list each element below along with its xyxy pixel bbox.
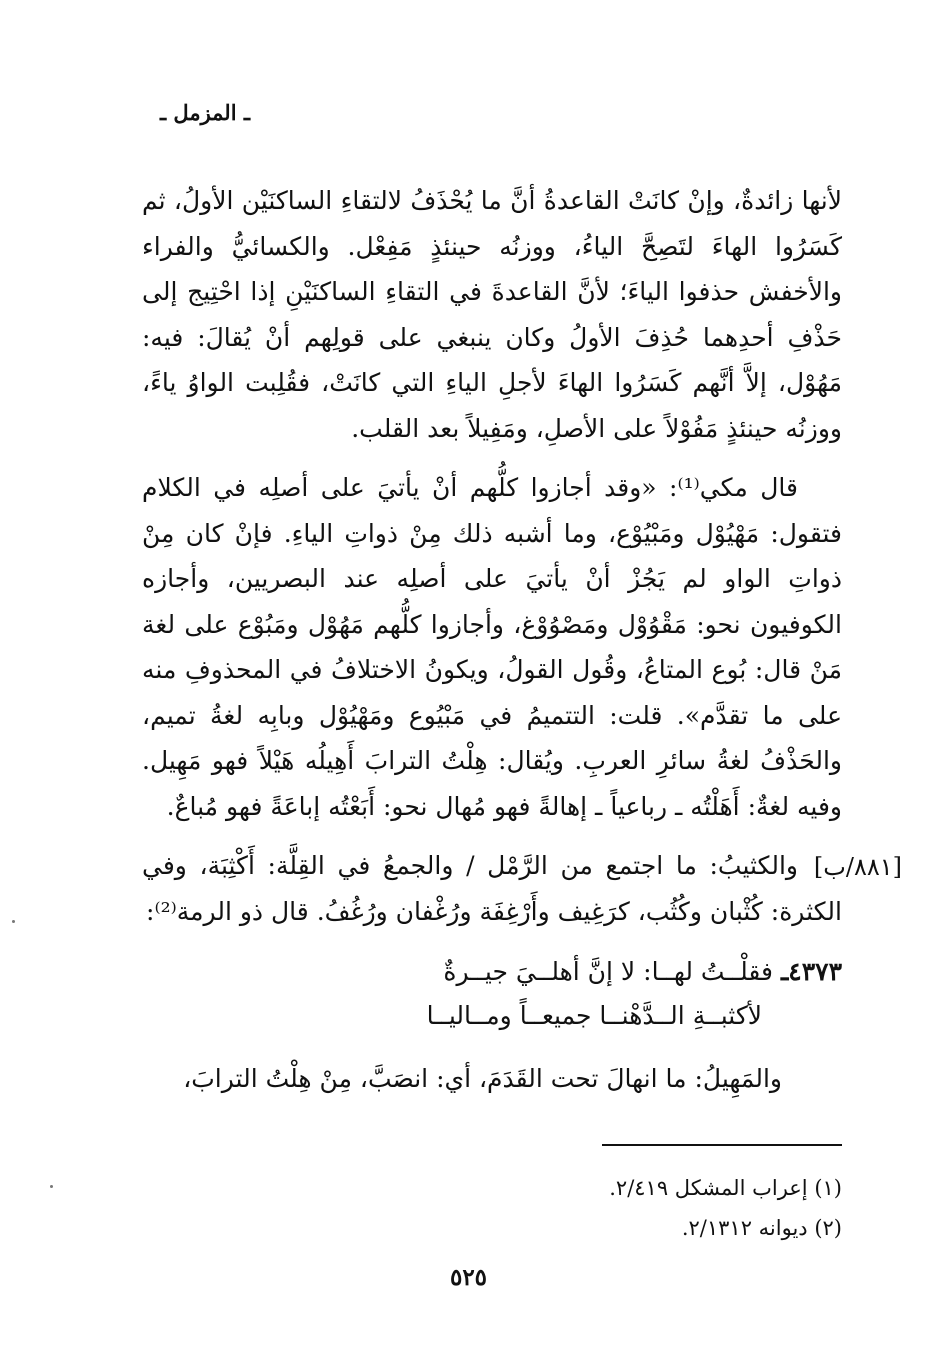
footnote-divider — [602, 1144, 842, 1146]
paragraph-after-verse: والمَهِيلُ: ما انهالَ تحت القَدَمَ، أي: انصَبَّ، مِنْ هِلْتُ الترابَ، — [183, 1064, 782, 1093]
manuscript-folio-reference: [٨٨١/ب] — [813, 853, 902, 881]
poetry-verse — [142, 950, 842, 1038]
paragraph-1: لأنها زائدةٌ، وإنْ كانَتْ القاعدةُ أنَّ ما يُحْذَفُ لالتقاءِ الساكنَيْن الأولُ، ثم كَسَرُوا الهاءَ لتَصِحَّ الياءُ، ووزنُه حينئذٍ مَفِعْل. والكسائيُّ والفراء والأخفش حذفوا الياءَ؛ لأنَّ القاعدةَ في التقاءِ الساكنَيْنِ إذا احْتِيج إلى حَذْفِ أحدِهما حُذِفَ الأولُ وكان ينبغي على قولِهم أنْ يُقالَ: فيه: مَهُوْل، إلاَّ أنَّهم كَسَرُوا الهاءَ لأجلِ الياءِ التي كانَتْ، فقُلِبت الواوُ ياءً، ووزنُه حينئذٍ مَفُوْلاً على الأصلِ، ومَفِيلاً بعد القلب. — [142, 186, 842, 443]
footnote-1: (١) إعراب المشكل ٢/٤١٩. — [609, 1176, 842, 1200]
paragraph-2: قال مكي⁽¹⁾: «وقد أجازوا كلُّهم أنْ يأتيَ على أصلِه في الكلام فتقول: مَهْيُوْل ومَبْيُوْع، وما أشبه ذلك مِنْ ذواتِ الياءِ. فإنْ كان مِنْ ذواتِ الواو لم يَجُزْ أنْ يأتيَ على أصلِه عند البصريين، وأجازه الكوفيون نحو: مَقْوُوْل ومَصْوُوْغ، وأجازوا كلُّهم مَهُوْل ومَبُوْع على لغة مَنْ قال: بُوع المتاعُ، وقُول القولُ، ويكونُ الاختلافُ في المحذوفِ منه على ما تقدَّم». قلت: التتميمُ في مَبْيُوع ومَهْيُوْل وبابِه لغةُ تميم، والحَذْفُ لغةُ سائرِ العربِ. ويُقال: هِلْتُ الترابَ أَهِيلُه هَيْلاً فهو مَهِيل. وفيه لغةٌ: أَهَلْتُه ـ رباعياً ـ إهالةً فهو مُهال نحو: أَبَعْتُه إباعَةً فهو مُباعٌ. — [142, 473, 842, 821]
main-text — [142, 178, 842, 934]
scan-speck — [12, 920, 15, 923]
footnote-2: (٢) ديوانه ٢/١٣١٢. — [681, 1216, 842, 1240]
verse-line-1: فقلْــتُ لهــا: لا إنَّ أهلــيَ جيــرةٌ — [443, 957, 773, 986]
scan-speck — [50, 1185, 53, 1188]
verse-first-hemistich — [142, 950, 842, 994]
verse-number: ٤٣٧٣ـ — [780, 957, 842, 986]
paragraph-3: والكثيبُ: ما اجتمع من الرَّمْل / والجمعُ في القِلَّة: أَكْثِبَة، وفي الكثرة: كُثْبان وكُثُب، كرَغِيف وأَرْغِفَة ورُغْفان ورُغُفُ. قال ذو الرمة⁽²⁾: — [142, 851, 842, 926]
running-header: ـ المزمل ـ — [159, 100, 250, 125]
footnotes — [142, 1168, 842, 1248]
verse-line-2: لأكثبــةِ الــدَّهْنــا جميعــاً ومــاليــا — [426, 1001, 762, 1030]
page-number: ٥٢٥ — [449, 1264, 488, 1291]
